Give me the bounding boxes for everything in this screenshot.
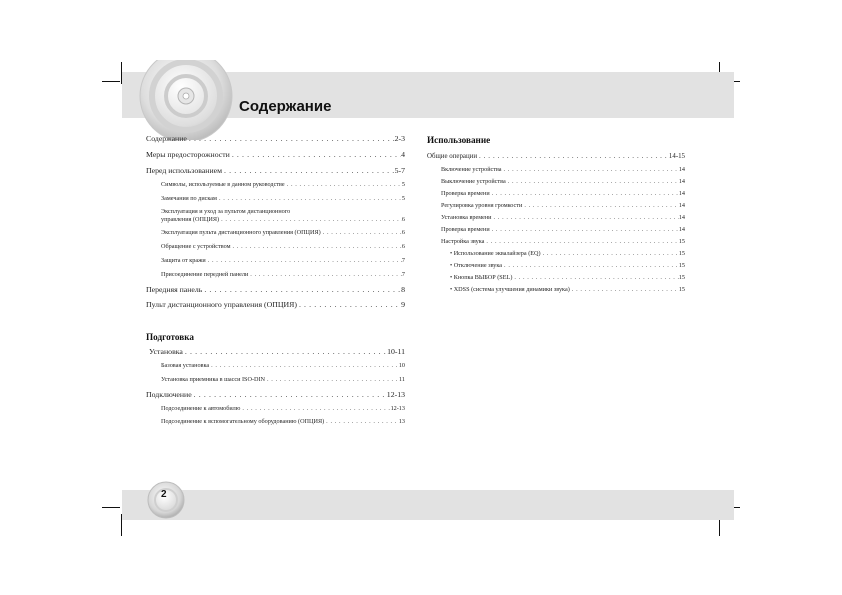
page-number: 2 xyxy=(161,489,167,500)
toc-leader xyxy=(222,166,395,175)
toc-subentry[interactable] xyxy=(161,216,405,223)
toc-subentry[interactable] xyxy=(161,229,405,236)
toc-subentry[interactable] xyxy=(161,271,405,278)
toc-leader xyxy=(219,216,402,223)
toc-leader xyxy=(490,226,679,233)
toc-entry-title: Замечания по дискам xyxy=(161,195,217,202)
toc-entry-title: Обращение с устройством xyxy=(161,243,231,250)
toc-entry-page: 5-7 xyxy=(394,166,405,175)
toc-leader xyxy=(231,243,402,250)
toc-leader xyxy=(206,257,402,264)
toc-entry-title: Проверка времени xyxy=(441,190,490,197)
toc-entry[interactable] xyxy=(146,150,405,159)
toc-subentry[interactable] xyxy=(450,250,685,257)
toc-entry-title: • Использование эквалайзера (EQ) xyxy=(450,250,541,257)
toc-entry-page: 15 xyxy=(678,274,685,281)
toc-leader xyxy=(502,262,679,269)
toc-leader xyxy=(541,250,679,257)
toc-leader xyxy=(183,347,387,356)
toc-entry-page: 5 xyxy=(401,195,405,202)
toc-entry-page: 15 xyxy=(678,250,685,257)
toc-leader xyxy=(217,195,402,202)
toc-entry-page: 14 xyxy=(678,190,685,197)
toc-entry-page: 6 xyxy=(401,229,405,236)
page-title: Содержание xyxy=(239,98,332,115)
toc-entry-page: 15 xyxy=(678,286,685,293)
section-title-preparation: Подготовка xyxy=(146,332,195,342)
toc-leader xyxy=(321,229,402,236)
cd-disc-icon xyxy=(126,60,238,140)
toc-entry-page: 11 xyxy=(399,376,405,383)
toc-leader xyxy=(187,134,395,143)
toc-entry-title: Передняя панель xyxy=(146,285,203,294)
footer-band xyxy=(122,490,734,520)
toc-entry-title: Перед использованием xyxy=(146,166,223,175)
toc-entry-page: 10 xyxy=(398,362,405,369)
toc-subentry[interactable] xyxy=(441,238,685,245)
toc-entry-title: Присоединение передней панели xyxy=(161,271,249,278)
toc-leader xyxy=(506,178,679,185)
toc-entry-page: 8 xyxy=(401,285,405,294)
toc-entry-page: 15 xyxy=(678,238,685,245)
toc-leader xyxy=(477,153,669,160)
toc-subentry[interactable] xyxy=(161,418,405,425)
toc-subentry[interactable] xyxy=(161,195,405,202)
toc-leader xyxy=(265,376,399,383)
toc-entry-page: 15 xyxy=(678,262,685,269)
toc-entry-page: 5 xyxy=(401,181,405,188)
toc-subentry[interactable] xyxy=(441,226,685,233)
toc-entry-title: Подсоединение к автомобилю xyxy=(161,405,241,412)
toc-leader xyxy=(484,238,678,245)
toc-leader xyxy=(285,181,402,188)
toc-entry-title: Установка времени xyxy=(441,214,492,221)
toc-entry[interactable] xyxy=(146,285,405,294)
toc-entry-page: 14 xyxy=(678,226,685,233)
toc-leader xyxy=(490,190,679,197)
toc-leader xyxy=(240,405,390,412)
toc-entry[interactable] xyxy=(146,166,405,175)
toc-entry-title: Настройка звука xyxy=(441,238,485,245)
toc-entry-page: 9 xyxy=(401,300,405,309)
toc-subentry[interactable] xyxy=(161,181,405,188)
toc-leader xyxy=(522,202,679,209)
toc-subentry[interactable] xyxy=(450,262,685,269)
toc-entry-title: Регулировка уровня громкости xyxy=(441,202,523,209)
crop-mark xyxy=(102,81,120,82)
toc-leader xyxy=(192,390,387,399)
toc-entry-title: Проверка времени xyxy=(441,226,490,233)
toc-entry-title: Установка приемника в шасси ISO-DIN xyxy=(161,376,266,383)
toc-entry-page: 12-13 xyxy=(390,405,405,412)
toc-entry-page: 6 xyxy=(401,243,405,250)
toc-entry-title: Символы, используемые в данном руководстве xyxy=(161,181,285,188)
toc-leader xyxy=(202,285,401,294)
toc-entry-page: 13 xyxy=(398,418,405,425)
toc-leader xyxy=(492,214,679,221)
toc-entry-title: Базовая установка xyxy=(161,362,210,369)
toc-entry-page: 7 xyxy=(401,257,405,264)
toc-subentry[interactable] xyxy=(161,362,405,369)
toc-entry-title: Эксплуатация пульта дистанционного управления (ОПЦИЯ) xyxy=(161,229,321,236)
toc-subentry[interactable] xyxy=(450,286,685,293)
toc-entry-page: 4 xyxy=(401,150,405,159)
toc-entry-title: Пульт дистанционного управления (ОПЦИЯ) xyxy=(146,300,297,309)
toc-entry[interactable] xyxy=(146,390,405,399)
toc-entry-title: Выключение устройства xyxy=(441,178,506,185)
toc-entry[interactable] xyxy=(149,347,405,356)
toc-subentry[interactable] xyxy=(161,257,405,264)
toc-entry-title: Меры предосторожности xyxy=(146,150,230,159)
toc-subentry[interactable] xyxy=(441,214,685,221)
toc-entry[interactable] xyxy=(146,300,405,309)
toc-leader xyxy=(502,166,679,173)
toc-entry-page: 14 xyxy=(678,166,685,173)
toc-entry-page: 14 xyxy=(678,178,685,185)
toc-entry-title: Общие операции xyxy=(427,153,478,160)
toc-leader xyxy=(209,362,399,369)
toc-subentry[interactable] xyxy=(161,376,405,383)
toc-leader xyxy=(324,418,399,425)
toc-subentry[interactable] xyxy=(450,274,685,281)
toc-subentry[interactable] xyxy=(161,243,405,250)
toc-entry-title: • Отключение звука xyxy=(450,262,503,269)
toc-entry-page: 10-11 xyxy=(387,347,405,356)
toc-entry-page: 14 xyxy=(678,202,685,209)
toc-leader xyxy=(297,300,401,309)
toc-entry[interactable] xyxy=(427,153,685,160)
toc-entry-page: 14-15 xyxy=(668,153,685,160)
toc-entry-title: управления (ОПЦИЯ) xyxy=(161,216,220,223)
toc-subentry[interactable] xyxy=(441,190,685,197)
section-title-usage: Использование xyxy=(427,135,491,145)
toc-leader xyxy=(570,286,679,293)
toc-entry[interactable] xyxy=(146,134,405,143)
toc-entry-title: Защита от кражи xyxy=(161,257,206,264)
toc-entry-title: Установка xyxy=(149,347,183,356)
cd-disc-icon xyxy=(146,480,186,520)
toc-leader xyxy=(512,274,678,281)
crop-mark xyxy=(102,507,120,508)
toc-entry-page: 7 xyxy=(401,271,405,278)
toc-entry-page: 12-13 xyxy=(386,390,405,399)
toc-entry-page: 14 xyxy=(678,214,685,221)
toc-leader xyxy=(230,150,401,159)
toc-subentry-line1: Эксплуатация и уход за пультом дистанционного xyxy=(161,208,291,215)
toc-entry-title: • Кнопка ВЫБОР (SEL) xyxy=(450,274,513,281)
toc-entry-title: Подключение xyxy=(146,390,192,399)
toc-leader xyxy=(248,271,402,278)
toc-subentry[interactable] xyxy=(441,202,685,209)
toc-subentry[interactable] xyxy=(441,178,685,185)
toc-subentry[interactable] xyxy=(441,166,685,173)
toc-entry-title: Подсоединение к вспомогательному оборудованию (ОПЦИЯ) xyxy=(161,418,325,425)
toc-entry-page: 2-3 xyxy=(394,134,405,143)
toc-subentry[interactable] xyxy=(161,405,405,412)
toc-entry-page: 6 xyxy=(401,216,405,223)
toc-entry-title: Включение устройства xyxy=(441,166,502,173)
toc-entry-title: • XDSS (система улучшения динамики звука) xyxy=(450,286,570,293)
toc-entry-title: Содержание xyxy=(146,134,187,143)
